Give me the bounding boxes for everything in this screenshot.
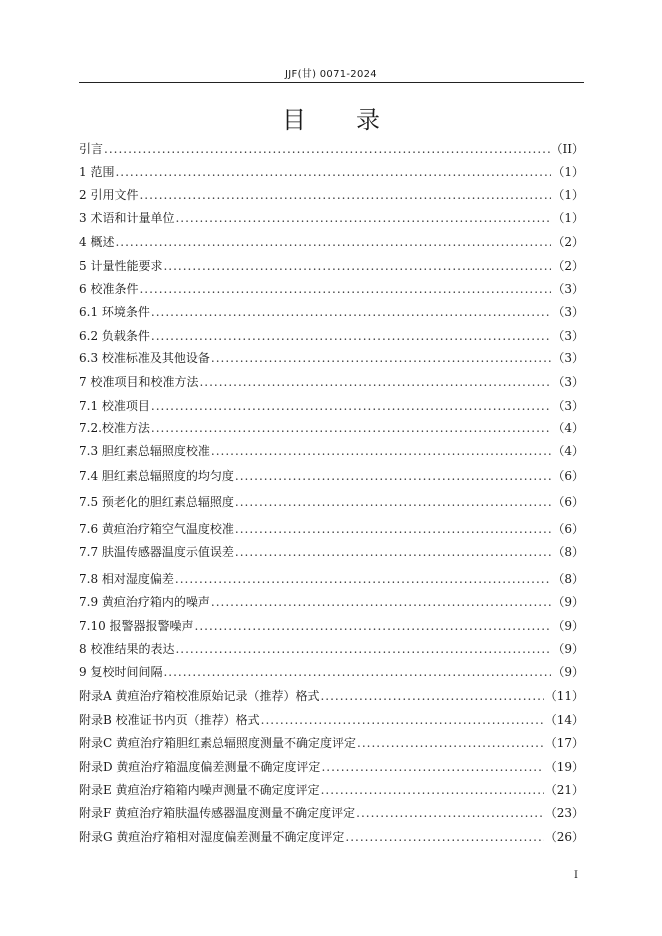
toc-entry-label: 7 校准项目和校准方法: [79, 375, 199, 389]
toc-entry[interactable]: [79, 519, 584, 539]
toc-dot-leader: [139, 185, 551, 205]
toc-entry[interactable]: [79, 757, 584, 777]
toc-dot-leader: [175, 639, 551, 659]
toc-entry[interactable]: [79, 279, 584, 299]
toc-entry-page: （3）: [552, 399, 584, 413]
toc-entry-label: 附录C 黄疸治疗箱胆红素总辐照度测量不确定度评定: [79, 736, 356, 750]
toc-entry-label: 附录D 黄疸治疗箱温度偏差测量不确定度评定: [79, 760, 321, 774]
toc-dot-leader: [321, 780, 544, 800]
toc-dot-leader: [151, 302, 551, 322]
toc-entry[interactable]: [79, 162, 584, 182]
toc-entry-label: 6.1 环境条件: [79, 305, 150, 319]
toc-entry[interactable]: [79, 639, 584, 659]
toc-entry-label: 4 概述: [79, 235, 115, 249]
toc-entry[interactable]: [79, 569, 584, 589]
toc-entry-page: （6）: [552, 522, 584, 536]
toc-entry-page: （11）: [544, 689, 584, 703]
toc-entry[interactable]: [79, 208, 584, 228]
toc-entry[interactable]: [79, 710, 584, 730]
toc-dot-leader: [320, 686, 543, 706]
toc-entry-label: 附录F 黄疸治疗箱肤温传感器温度测量不确定度评定: [79, 806, 356, 820]
toc-entry-label: 附录B 校准证书内页（推荐）格式: [79, 713, 260, 727]
toc-dot-leader: [235, 519, 551, 539]
toc-entry-page: （17）: [544, 736, 584, 750]
toc-dot-leader: [104, 139, 550, 159]
toc-entry-page: （3）: [552, 305, 584, 319]
toc-entry-label: 9 复校时间间隔: [79, 665, 163, 679]
toc-entry-page: （6）: [552, 495, 584, 509]
toc-entry-label: 7.7 肤温传感器温度示值误差: [79, 545, 234, 559]
toc-entry[interactable]: [79, 185, 584, 205]
toc-entry[interactable]: [79, 418, 584, 438]
toc-entry-label: 7.8 相对湿度偏差: [79, 572, 174, 586]
toc-entry-page: （2）: [552, 259, 584, 273]
toc-dot-leader: [175, 208, 551, 228]
toc-entry-page: （14）: [544, 713, 584, 727]
toc-entry-label: 1 范围: [79, 165, 115, 179]
toc-entry-page: （4）: [552, 421, 584, 435]
toc-entry-label: 3 术语和计量单位: [79, 211, 175, 225]
toc-dot-leader: [163, 256, 551, 276]
toc-entry-label: 5 计量性能要求: [79, 259, 163, 273]
toc-entry-page: （8）: [552, 572, 584, 586]
toc-dot-leader: [151, 418, 551, 438]
toc-dot-leader: [115, 232, 551, 252]
toc-dot-leader: [211, 348, 551, 368]
toc-dot-leader: [235, 492, 551, 512]
toc-entry[interactable]: [79, 302, 584, 322]
toc-entry[interactable]: [79, 592, 584, 612]
toc-dot-leader: [356, 803, 544, 823]
toc-entry-label: 附录A 黄疸治疗箱校准原始记录（推荐）格式: [79, 689, 320, 703]
toc-entry[interactable]: [79, 441, 584, 461]
toc-entry[interactable]: [79, 803, 584, 823]
toc-entry-page: （1）: [552, 188, 584, 202]
toc-dot-leader: [235, 542, 551, 562]
toc-entry[interactable]: [79, 372, 584, 392]
toc-entry-label: 7.10 报警器报警噪声: [79, 619, 194, 633]
toc-entry[interactable]: [79, 348, 584, 368]
toc-entry-label: 7.2.校准方法: [79, 421, 150, 435]
toc-entry-page: （1）: [552, 211, 584, 225]
toc-entry[interactable]: [79, 542, 584, 562]
toc-entry-label: 6.3 校准标准及其他设备: [79, 351, 210, 365]
toc-entry-page: （26）: [544, 830, 584, 844]
toc-entry[interactable]: [79, 256, 584, 276]
toc-dot-leader: [199, 372, 551, 392]
toc-entry-label: 7.5 预老化的胆红素总辐照度: [79, 495, 234, 509]
toc-entry-page: （3）: [552, 329, 584, 343]
toc-entry[interactable]: [79, 686, 584, 706]
toc-entry-label: 7.6 黄疸治疗箱空气温度校准: [79, 522, 234, 536]
toc-entry[interactable]: [79, 616, 584, 636]
toc-title: 目录: [282, 106, 430, 134]
header-divider: [79, 82, 584, 83]
toc-entry-page: （II）: [550, 142, 584, 156]
toc-dot-leader: [321, 757, 543, 777]
toc-entry[interactable]: [79, 396, 584, 416]
toc-dot-leader: [163, 662, 551, 682]
document-code-header: JJF(甘) 0071-2024: [285, 69, 377, 80]
toc-entry-page: （9）: [552, 665, 584, 679]
toc-dot-leader: [151, 326, 551, 346]
toc-entry[interactable]: [79, 139, 584, 159]
toc-dot-leader: [211, 592, 551, 612]
toc-entry-page: （4）: [552, 444, 584, 458]
toc-entry-label: 引言: [79, 142, 104, 156]
toc-entry[interactable]: [79, 492, 584, 512]
toc-entry-label: 7.9 黄疸治疗箱内的噪声: [79, 595, 210, 609]
toc-dot-leader: [345, 827, 543, 847]
toc-dot-leader: [151, 396, 551, 416]
toc-dot-leader: [115, 162, 551, 182]
toc-entry[interactable]: [79, 733, 584, 753]
toc-entry-page: （19）: [544, 760, 584, 774]
toc-dot-leader: [235, 466, 551, 486]
toc-entry[interactable]: [79, 827, 584, 847]
toc-entry-page: （3）: [552, 282, 584, 296]
toc-entry-label: 7.4 胆红素总辐照度的均匀度: [79, 469, 234, 483]
toc-entry-page: （3）: [552, 375, 584, 389]
toc-entry-page: （2）: [552, 235, 584, 249]
toc-dot-leader: [175, 569, 551, 589]
toc-entry[interactable]: [79, 232, 584, 252]
toc-entry[interactable]: [79, 662, 584, 682]
toc-entry-label: 6 校准条件: [79, 282, 139, 296]
toc-dot-leader: [357, 733, 544, 753]
toc-entry-label: 7.3 胆红素总辐照度校准: [79, 444, 210, 458]
toc-entry-label: 8 校准结果的表达: [79, 642, 175, 656]
toc-entry-label: 附录E 黄疸治疗箱箱内噪声测量不确定度评定: [79, 783, 320, 797]
toc-entry-page: （9）: [552, 619, 584, 633]
toc-dot-leader: [261, 710, 544, 730]
toc-entry-page: （8）: [552, 545, 584, 559]
toc-dot-leader: [139, 279, 551, 299]
page-number: I: [574, 870, 578, 881]
toc-entry-label: 7.1 校准项目: [79, 399, 150, 413]
toc-entry-label: 附录G 黄疸治疗箱相对湿度偏差测量不确定度评定: [79, 830, 345, 844]
toc-dot-leader: [211, 441, 551, 461]
toc-entry[interactable]: [79, 326, 584, 346]
toc-entry-label: 6.2 负载条件: [79, 329, 150, 343]
toc-entry-page: （6）: [552, 469, 584, 483]
toc-entry[interactable]: [79, 780, 584, 800]
toc-entry-label: 2 引用文件: [79, 188, 139, 202]
toc-entry[interactable]: [79, 466, 584, 486]
toc-dot-leader: [195, 616, 552, 636]
toc-entry-page: （3）: [552, 351, 584, 365]
toc-entry-page: （21）: [544, 783, 584, 797]
toc-entry-page: （1）: [552, 165, 584, 179]
toc-entry-page: （9）: [552, 595, 584, 609]
toc-entry-page: （9）: [552, 642, 584, 656]
toc-entry-page: （23）: [544, 806, 584, 820]
